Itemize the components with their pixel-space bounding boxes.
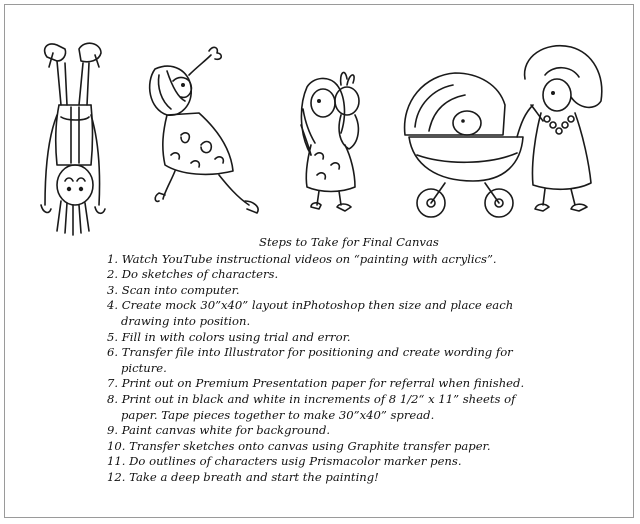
step-text: Create mock 30”x40” layout inPhotoshop then size and place each bbox=[121, 298, 514, 313]
step-item bbox=[107, 470, 627, 486]
step-number: 9. bbox=[107, 423, 119, 438]
step-text: Print out on Premium Presentation paper for referral when finished. bbox=[121, 376, 525, 391]
step-text: Do outlines of characters usig Prismacolor marker pens. bbox=[129, 454, 462, 469]
step-text: Fill in with colors using trial and error. bbox=[121, 329, 351, 344]
step-number: 12. bbox=[107, 469, 126, 484]
girl-with-pram-sketch bbox=[405, 46, 602, 217]
page-frame bbox=[4, 4, 634, 518]
step-text: Watch YouTube instructional videos on “painting with acrylics”. bbox=[121, 251, 497, 266]
step-item bbox=[107, 267, 627, 283]
dancing-girl-sketch bbox=[150, 47, 258, 213]
step-text: Do sketches of characters. bbox=[121, 267, 279, 282]
step-item bbox=[107, 252, 627, 268]
step-number: 4. bbox=[107, 298, 119, 313]
step-text: Paint canvas white for background. bbox=[121, 423, 331, 438]
step-number: 1. bbox=[107, 251, 119, 266]
upside-down-boy-sketch bbox=[41, 43, 105, 235]
step-item bbox=[107, 439, 627, 455]
step-text: Transfer file into Illustrator for positioning and create wording for bbox=[121, 345, 513, 360]
step-text: Scan into computer. bbox=[121, 282, 240, 297]
step-text-continued: picture. bbox=[121, 360, 167, 375]
step-number: 8. bbox=[107, 391, 119, 406]
step-item bbox=[107, 454, 627, 470]
step-item bbox=[107, 298, 627, 329]
step-text-continued: drawing into position. bbox=[121, 313, 251, 328]
character-sketches bbox=[5, 5, 635, 240]
step-item bbox=[107, 423, 627, 439]
step-number: 7. bbox=[107, 376, 119, 391]
steps-list bbox=[107, 235, 627, 486]
step-text-continued: paper. Tape pieces together to make 30”x40” spread. bbox=[121, 407, 435, 422]
step-number: 6. bbox=[107, 345, 119, 360]
step-text: Take a deep breath and start the painting! bbox=[129, 469, 379, 484]
step-number: 11. bbox=[107, 454, 126, 469]
steps-title: Steps to Take for Final Canvas bbox=[259, 235, 439, 249]
girl-with-bunny-sketch bbox=[301, 72, 359, 211]
step-text: Print out in black and white in increments of 8 1/2“ x 11” sheets of bbox=[121, 391, 516, 406]
step-number: 3. bbox=[107, 282, 119, 297]
step-item bbox=[107, 330, 627, 346]
step-number: 10. bbox=[107, 438, 126, 453]
step-number: 5. bbox=[107, 329, 119, 344]
step-text: Transfer sketches onto canvas using Graphite transfer paper. bbox=[129, 438, 491, 453]
step-item bbox=[107, 376, 627, 392]
step-item bbox=[107, 283, 627, 299]
step-number: 2. bbox=[107, 267, 119, 282]
step-item bbox=[107, 345, 627, 376]
step-item bbox=[107, 392, 627, 423]
